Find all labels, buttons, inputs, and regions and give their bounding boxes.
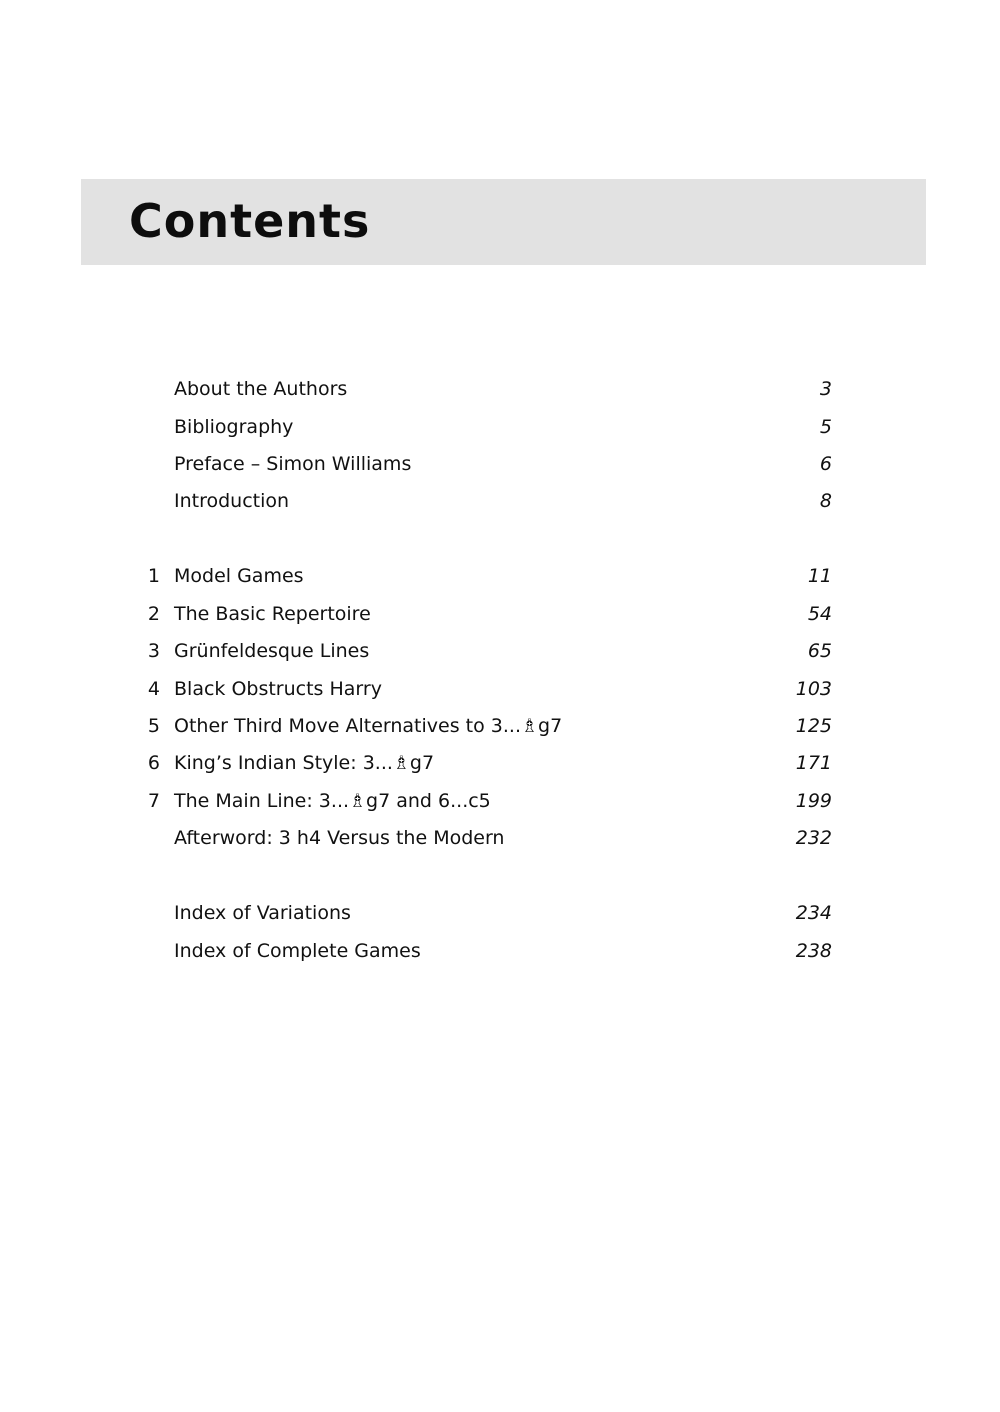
chapter-number: 2 xyxy=(147,603,160,625)
toc-chapter-5[interactable] xyxy=(0,711,1000,741)
toc-entry-page: 3 xyxy=(819,378,832,400)
chapter-number: 1 xyxy=(147,565,160,587)
toc-chapter-3[interactable] xyxy=(0,636,1000,666)
toc-entry-label: Afterword: 3 h4 Versus the Modern xyxy=(174,827,505,849)
toc-entry-page: 54 xyxy=(807,603,832,625)
toc-entry-label: About the Authors xyxy=(174,378,348,400)
toc-chapter-7[interactable] xyxy=(0,786,1000,816)
page-title: Contents xyxy=(129,194,371,248)
toc-entry-label: Other Third Move Alternatives to 3...♗g7 xyxy=(174,715,563,737)
toc-entry-label: Introduction xyxy=(174,490,290,512)
toc-entry-label: Index of Variations xyxy=(174,902,351,924)
toc-entry-index-variations[interactable] xyxy=(0,898,1000,928)
toc-entry-introduction[interactable] xyxy=(0,486,1000,516)
toc-entry-page: 11 xyxy=(807,565,832,587)
toc-entry-bibliography[interactable] xyxy=(0,412,1000,442)
toc-entry-preface[interactable] xyxy=(0,449,1000,479)
toc-chapter-6[interactable] xyxy=(0,748,1000,778)
toc-entry-label: Bibliography xyxy=(174,416,294,438)
toc-entry-page: 234 xyxy=(795,902,832,924)
toc-entry-label: Model Games xyxy=(174,565,304,587)
toc-entry-page: 103 xyxy=(795,678,832,700)
toc-entry-page: 125 xyxy=(795,715,832,737)
toc-entry-label: Grünfeldesque Lines xyxy=(174,640,370,662)
chapter-number: 6 xyxy=(147,752,160,774)
toc-entry-index-games[interactable] xyxy=(0,936,1000,966)
toc-entry-page: 65 xyxy=(807,640,832,662)
toc-entry-page: 8 xyxy=(819,490,832,512)
toc-entry-page: 171 xyxy=(795,752,832,774)
chapter-number: 7 xyxy=(147,790,160,812)
toc-entry-afterword[interactable] xyxy=(0,823,1000,853)
toc-entry-page: 199 xyxy=(795,790,832,812)
toc-chapter-2[interactable] xyxy=(0,599,1000,629)
toc-entry-page: 6 xyxy=(819,453,832,475)
toc-entry-label: The Basic Repertoire xyxy=(174,603,371,625)
chapter-number: 5 xyxy=(147,715,160,737)
title-band xyxy=(81,179,926,265)
toc-entry-page: 232 xyxy=(795,827,832,849)
toc-entry-page: 238 xyxy=(795,940,832,962)
toc-chapter-1[interactable] xyxy=(0,561,1000,591)
toc-entry-label: Preface – Simon Williams xyxy=(174,453,412,475)
toc-chapter-4[interactable] xyxy=(0,674,1000,704)
toc-entry-label: King’s Indian Style: 3...♗g7 xyxy=(174,752,435,774)
toc-entry-page: 5 xyxy=(819,416,832,438)
toc-entry-label: Black Obstructs Harry xyxy=(174,678,382,700)
toc-entry-label: Index of Complete Games xyxy=(174,940,421,962)
toc-entry-about-authors[interactable] xyxy=(0,374,1000,404)
chapter-number: 4 xyxy=(147,678,160,700)
toc-entry-label: The Main Line: 3...♗g7 and 6...c5 xyxy=(174,790,491,812)
chapter-number: 3 xyxy=(147,640,160,662)
